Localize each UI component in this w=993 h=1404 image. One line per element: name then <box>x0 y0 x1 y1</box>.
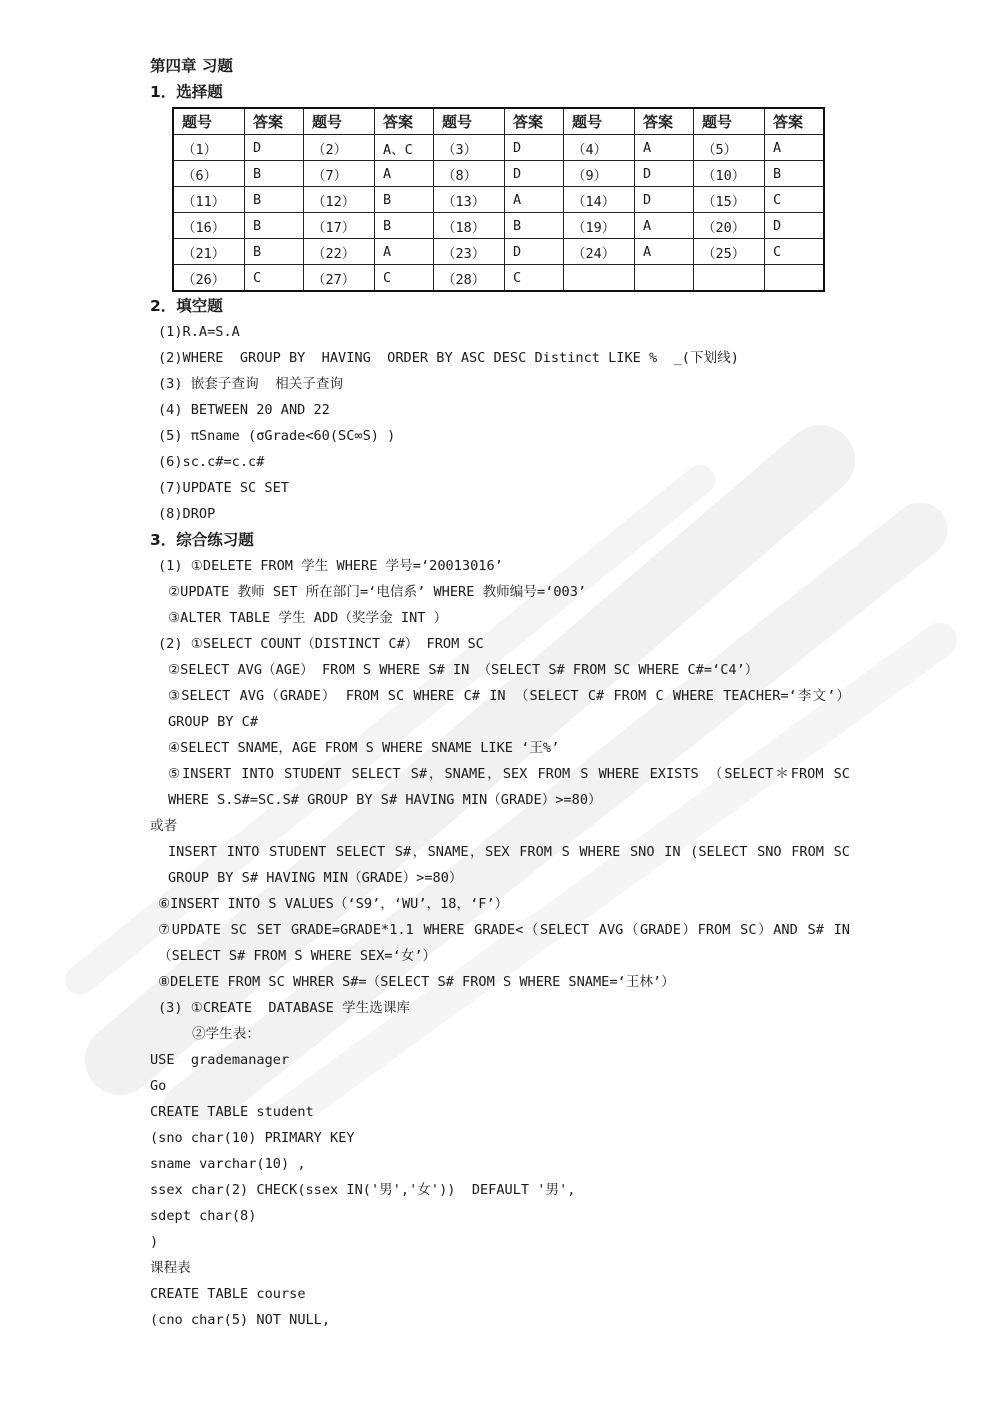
header-cell: 答案 <box>375 108 434 135</box>
code-line: Go <box>150 1078 167 1094</box>
exercise-line: ②UPDATE 教师 SET 所在部门=‘电信系’ WHERE 教师编号=‘003’ <box>168 584 587 600</box>
answer-cell: D <box>505 161 564 187</box>
answer-cell: C <box>245 265 304 292</box>
exercise-line: INSERT INTO STUDENT SELECT S#，SNAME，SEX FROM S WHERE SNO IN (SELECT SNO FROM SC GROUP BY S# HAVING MIN（GRADE）>=80） <box>168 844 850 886</box>
header-cell: 答案 <box>765 108 825 135</box>
header-cell: 题号 <box>304 108 375 135</box>
question-number-cell: （9） <box>564 161 635 187</box>
section-title-choice: 1．选择题 <box>150 83 223 101</box>
exercise-line: ②学生表： <box>192 1026 260 1042</box>
answer-cell: D <box>505 239 564 265</box>
header-cell: 题号 <box>434 108 505 135</box>
question-number-cell: （17） <box>304 213 375 239</box>
question-number-cell: （1） <box>173 135 245 161</box>
code-line: sname varchar(10) , <box>150 1156 306 1172</box>
question-number-cell: （13） <box>434 187 505 213</box>
answer-table-header <box>173 108 824 135</box>
fill-answer-line: (8)DROP <box>158 506 216 522</box>
question-number-cell: （8） <box>434 161 505 187</box>
question-number-cell: （19） <box>564 213 635 239</box>
exercise-line: ⑦UPDATE SC SET GRADE=GRADE*1.1 WHERE GRADE<（SELECT AVG（GRADE）FROM SC）AND S# IN （SELECT S# FROM S WHERE SEX=‘女’） <box>158 922 850 964</box>
question-number-cell: （22） <box>304 239 375 265</box>
code-line: CREATE TABLE student <box>150 1104 314 1120</box>
answer-cell: A <box>375 239 434 265</box>
answer-row <box>173 213 824 239</box>
answer-cell: D <box>635 187 694 213</box>
exercise-line: ④SELECT SNAME，AGE FROM S WHERE SNAME LIKE ‘王%’ <box>168 740 560 756</box>
answer-cell: D <box>245 135 304 161</box>
question-number-cell: （3） <box>434 135 505 161</box>
answer-cell: B <box>765 161 825 187</box>
answer-cell: A <box>505 187 564 213</box>
answer-cell: B <box>245 187 304 213</box>
code-line: 课程表 <box>150 1260 191 1276</box>
question-number-cell: （11） <box>173 187 245 213</box>
question-number-cell: （14） <box>564 187 635 213</box>
question-number-cell: （4） <box>564 135 635 161</box>
answer-cell: D <box>505 135 564 161</box>
fill-answer-line: (4) BETWEEN 20 AND 22 <box>158 402 330 418</box>
answer-row <box>173 187 824 213</box>
code-line: (sno char(10) PRIMARY KEY <box>150 1130 355 1146</box>
code-line: USE grademanager <box>150 1052 290 1068</box>
question-number-cell: （6） <box>173 161 245 187</box>
answer-cell: B <box>375 187 434 213</box>
code-line: CREATE TABLE course <box>150 1286 306 1302</box>
exercise-line: (2) ①SELECT COUNT（DISTINCT C#） FROM SC <box>158 636 484 652</box>
exercise-line: ③SELECT AVG（GRADE） FROM SC WHERE C# IN （SELECT C# FROM C WHERE TEACHER=‘李文’） GROUP BY C# <box>168 688 850 730</box>
exercise-line: ②SELECT AVG（AGE） FROM S WHERE S# IN （SELECT S# FROM SC WHERE C#=‘C4’） <box>168 662 759 678</box>
answer-row <box>173 135 824 161</box>
question-number-cell: （27） <box>304 265 375 292</box>
section-title-exercise: 3．综合练习题 <box>150 531 254 549</box>
question-number-cell: （23） <box>434 239 505 265</box>
header-cell: 题号 <box>564 108 635 135</box>
code-line: ssex char(2) CHECK(ssex IN('男','女')) DEFAULT '男', <box>150 1182 576 1198</box>
answer-cell: A <box>635 239 694 265</box>
answer-cell: B <box>375 213 434 239</box>
answer-cell: C <box>765 239 825 265</box>
exercise-line: (1) ①DELETE FROM 学生 WHERE 学号=‘20013016’ <box>158 558 503 574</box>
answer-cell <box>635 265 694 292</box>
question-number-cell: （12） <box>304 187 375 213</box>
answer-table <box>172 107 825 292</box>
answer-cell: A <box>375 161 434 187</box>
question-number-cell: （18） <box>434 213 505 239</box>
answer-row <box>173 239 824 265</box>
fill-answer-line: (1)R.A=S.A <box>158 324 240 340</box>
answer-cell: D <box>765 213 825 239</box>
answer-row <box>173 161 824 187</box>
exercise-line: 或者 <box>150 818 178 834</box>
question-number-cell: （26） <box>173 265 245 292</box>
chapter-title: 第四章 习题 <box>150 57 233 75</box>
header-cell: 答案 <box>505 108 564 135</box>
answer-cell: A <box>635 213 694 239</box>
answer-cell: A <box>635 135 694 161</box>
exercise-line: ⑤INSERT INTO STUDENT SELECT S#，SNAME，SEX FROM S WHERE EXISTS （SELECT＊FROM SC WHERE S.S#=SC.S# GROUP BY S# HAVING MIN（GRADE）>=80） <box>168 766 850 808</box>
answer-cell: C <box>765 187 825 213</box>
exercise-line: (3) ①CREATE DATABASE 学生选课库 <box>158 1000 411 1016</box>
answer-cell: A、C <box>375 135 434 161</box>
question-number-cell: （25） <box>694 239 765 265</box>
question-number-cell: （28） <box>434 265 505 292</box>
code-line: sdept char(8) <box>150 1208 257 1224</box>
question-number-cell: （5） <box>694 135 765 161</box>
fill-answer-line: (6)sc.c#=c.c# <box>158 454 265 470</box>
section-title-fill: 2．填空题 <box>150 297 223 315</box>
exercise-line: ③ALTER TABLE 学生 ADD（奖学金 INT ） <box>168 610 448 626</box>
answer-cell: B <box>245 161 304 187</box>
header-cell: 题号 <box>173 108 245 135</box>
question-number-cell: （15） <box>694 187 765 213</box>
answer-cell: C <box>505 265 564 292</box>
exercise-answers <box>150 553 850 1333</box>
code-line: (cno char(5) NOT NULL, <box>150 1312 331 1328</box>
answer-cell: B <box>505 213 564 239</box>
answer-cell: B <box>245 213 304 239</box>
fill-answers <box>150 319 850 527</box>
question-number-cell: （16） <box>173 213 245 239</box>
exercise-line: ⑥INSERT INTO S VALUES（‘S9’，‘WU’，18，‘F’） <box>158 896 509 912</box>
fill-answer-line: (7)UPDATE SC SET <box>158 480 289 496</box>
answer-cell: D <box>635 161 694 187</box>
exercise-line: ⑧DELETE FROM SC WHRER S#=（SELECT S# FROM S WHERE SNAME=‘王林’） <box>158 974 675 990</box>
answer-row <box>173 265 824 292</box>
header-cell: 答案 <box>245 108 304 135</box>
question-number-cell: （10） <box>694 161 765 187</box>
answer-cell: A <box>765 135 825 161</box>
code-line: ) <box>150 1234 159 1250</box>
fill-answer-line: (2)WHERE GROUP BY HAVING ORDER BY ASC DESC Distinct LIKE % _(下划线) <box>158 350 739 366</box>
header-cell: 答案 <box>635 108 694 135</box>
question-number-cell: （24） <box>564 239 635 265</box>
question-number-cell <box>564 265 635 292</box>
question-number-cell <box>694 265 765 292</box>
question-number-cell: （2） <box>304 135 375 161</box>
document-body <box>150 53 850 1333</box>
fill-answer-line: (3) 嵌套子查询 相关子查询 <box>158 376 344 392</box>
question-number-cell: （21） <box>173 239 245 265</box>
question-number-cell: （20） <box>694 213 765 239</box>
fill-answer-line: (5) πSname (σGrade<60(SC∞S) ) <box>158 428 396 444</box>
header-cell: 题号 <box>694 108 765 135</box>
question-number-cell: （7） <box>304 161 375 187</box>
answer-cell <box>765 265 825 292</box>
answer-cell: C <box>375 265 434 292</box>
answer-cell: B <box>245 239 304 265</box>
